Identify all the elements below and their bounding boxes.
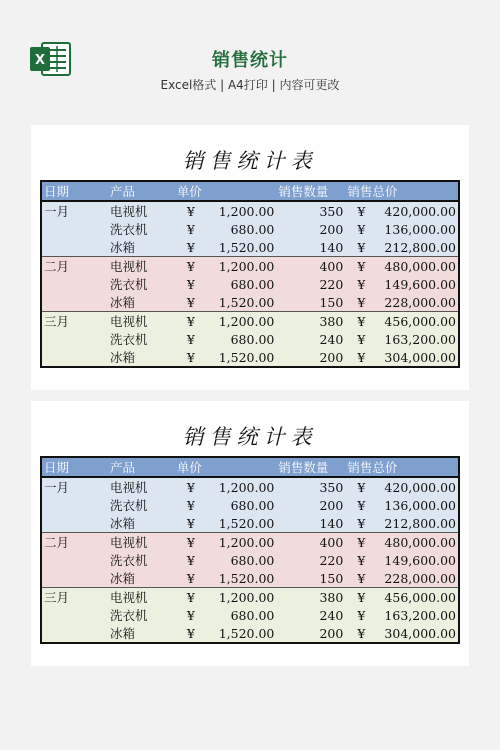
table-row (41, 477, 459, 496)
unit-price-value: 1,200.00 (218, 258, 275, 274)
unit-price-cell (175, 569, 276, 588)
currency-symbol: ¥ (357, 239, 366, 255)
product-cell: 冰箱 (108, 293, 175, 312)
currency-symbol: ¥ (357, 221, 366, 237)
product-cell: 电视机 (108, 257, 175, 276)
product-cell: 电视机 (108, 477, 175, 496)
currency-symbol: ¥ (357, 294, 366, 310)
table-row (41, 514, 459, 533)
unit-price-cell (175, 348, 276, 367)
total-cell (345, 477, 459, 496)
total-cell (345, 606, 459, 624)
currency-symbol: ¥ (186, 276, 195, 292)
product-cell: 电视机 (108, 588, 175, 607)
table-row (41, 588, 459, 607)
quantity-cell: 150 (276, 569, 345, 588)
product-cell: 冰箱 (108, 348, 175, 367)
currency-symbol: ¥ (186, 331, 195, 347)
total-cell (345, 514, 459, 533)
column-header: 销售总价 (345, 457, 459, 477)
total-cell (345, 496, 459, 514)
currency-symbol: ¥ (186, 294, 195, 310)
table-row (41, 312, 459, 331)
month-cell: 三月 (41, 588, 108, 607)
unit-price-cell (175, 293, 276, 312)
total-value: 456,000.00 (384, 313, 456, 329)
total-value: 228,000.00 (384, 570, 456, 586)
quantity-cell: 200 (276, 220, 345, 238)
total-cell (345, 588, 459, 607)
month-cell (41, 293, 108, 312)
unit-price-value: 680.00 (230, 221, 275, 237)
unit-price-cell (175, 533, 276, 552)
table-row (41, 201, 459, 220)
unit-price-value: 680.00 (230, 331, 275, 347)
table-row (41, 293, 459, 312)
total-cell (345, 257, 459, 276)
total-value: 480,000.00 (384, 258, 456, 274)
table-row (41, 533, 459, 552)
currency-symbol: ¥ (357, 625, 366, 641)
unit-price-cell (175, 257, 276, 276)
total-cell (345, 293, 459, 312)
currency-symbol: ¥ (357, 203, 366, 219)
product-cell: 冰箱 (108, 569, 175, 588)
unit-price-cell (175, 624, 276, 643)
total-value: 136,000.00 (384, 221, 456, 237)
unit-price-cell (175, 551, 276, 569)
unit-price-value: 680.00 (230, 276, 275, 292)
total-cell (345, 551, 459, 569)
page-title: 销售统计 (212, 50, 288, 71)
total-cell (345, 348, 459, 367)
product-cell: 洗衣机 (108, 330, 175, 348)
currency-symbol: ¥ (186, 497, 195, 513)
quantity-cell: 140 (276, 514, 345, 533)
unit-price-cell (175, 312, 276, 331)
table-row (41, 569, 459, 588)
column-header: 日期 (41, 457, 108, 477)
month-cell (41, 238, 108, 257)
total-value: 212,800.00 (384, 239, 456, 255)
currency-symbol: ¥ (186, 625, 195, 641)
unit-price-value: 1,520.00 (218, 570, 275, 586)
unit-price-value: 1,200.00 (218, 479, 275, 495)
currency-symbol: ¥ (357, 589, 366, 605)
quantity-cell: 200 (276, 496, 345, 514)
currency-symbol: ¥ (357, 552, 366, 568)
month-cell (41, 275, 108, 293)
product-cell: 洗衣机 (108, 551, 175, 569)
unit-price-cell (175, 588, 276, 607)
table-row (41, 238, 459, 257)
unit-price-value: 680.00 (230, 552, 275, 568)
column-header: 产品 (108, 181, 175, 201)
column-header: 单价 (175, 457, 276, 477)
table-row (41, 330, 459, 348)
quantity-cell: 220 (276, 551, 345, 569)
currency-symbol: ¥ (357, 276, 366, 292)
column-header: 日期 (41, 181, 108, 201)
unit-price-value: 1,200.00 (218, 313, 275, 329)
total-value: 228,000.00 (384, 294, 456, 310)
quantity-cell: 380 (276, 312, 345, 331)
unit-price-value: 1,200.00 (218, 203, 275, 219)
sales-table (40, 456, 460, 644)
sheet-preview (31, 401, 469, 666)
column-header: 单价 (175, 181, 276, 201)
currency-symbol: ¥ (357, 570, 366, 586)
total-value: 304,000.00 (384, 625, 456, 641)
quantity-cell: 350 (276, 477, 345, 496)
currency-symbol: ¥ (357, 479, 366, 495)
currency-symbol: ¥ (357, 497, 366, 513)
quantity-cell: 150 (276, 293, 345, 312)
currency-symbol: ¥ (186, 479, 195, 495)
quantity-cell: 400 (276, 257, 345, 276)
total-value: 149,600.00 (384, 276, 456, 292)
total-value: 480,000.00 (384, 534, 456, 550)
currency-symbol: ¥ (186, 589, 195, 605)
quantity-cell: 220 (276, 275, 345, 293)
currency-symbol: ¥ (186, 515, 195, 531)
product-cell: 电视机 (108, 533, 175, 552)
currency-symbol: ¥ (357, 607, 366, 623)
unit-price-cell (175, 330, 276, 348)
page-subtitle: Excel格式 | A4打印 | 内容可更改 (160, 78, 340, 92)
table-row (41, 606, 459, 624)
total-value: 212,800.00 (384, 515, 456, 531)
total-cell (345, 569, 459, 588)
unit-price-value: 1,520.00 (218, 349, 275, 365)
total-cell (345, 275, 459, 293)
currency-symbol: ¥ (186, 221, 195, 237)
product-cell: 洗衣机 (108, 220, 175, 238)
currency-symbol: ¥ (357, 515, 366, 531)
month-cell (41, 624, 108, 643)
product-cell: 洗衣机 (108, 496, 175, 514)
quantity-cell: 140 (276, 238, 345, 257)
quantity-cell: 200 (276, 348, 345, 367)
total-value: 163,200.00 (384, 607, 456, 623)
currency-symbol: ¥ (357, 258, 366, 274)
month-cell: 一月 (41, 477, 108, 496)
total-cell (345, 238, 459, 257)
unit-price-cell (175, 275, 276, 293)
table-row (41, 348, 459, 367)
month-cell (41, 569, 108, 588)
sheet-title: 销售统计表 (182, 149, 318, 173)
currency-symbol: ¥ (186, 313, 195, 329)
month-cell (41, 551, 108, 569)
currency-symbol: ¥ (186, 552, 195, 568)
unit-price-cell (175, 201, 276, 220)
unit-price-value: 1,520.00 (218, 515, 275, 531)
page-header (0, 0, 500, 110)
unit-price-value: 1,200.00 (218, 589, 275, 605)
unit-price-cell (175, 496, 276, 514)
currency-symbol: ¥ (186, 239, 195, 255)
product-cell: 洗衣机 (108, 275, 175, 293)
product-cell: 电视机 (108, 312, 175, 331)
currency-symbol: ¥ (357, 331, 366, 347)
table-row (41, 275, 459, 293)
table-row (41, 220, 459, 238)
total-value: 420,000.00 (384, 479, 456, 495)
table-row (41, 257, 459, 276)
unit-price-cell (175, 477, 276, 496)
table-row (41, 551, 459, 569)
total-cell (345, 330, 459, 348)
quantity-cell: 240 (276, 330, 345, 348)
unit-price-value: 1,520.00 (218, 625, 275, 641)
column-header: 销售数量 (276, 181, 345, 201)
currency-symbol: ¥ (186, 349, 195, 365)
total-value: 136,000.00 (384, 497, 456, 513)
product-cell: 冰箱 (108, 238, 175, 257)
month-cell: 二月 (41, 257, 108, 276)
quantity-cell: 350 (276, 201, 345, 220)
quantity-cell: 200 (276, 624, 345, 643)
column-header: 产品 (108, 457, 175, 477)
unit-price-cell (175, 514, 276, 533)
month-cell (41, 496, 108, 514)
total-cell (345, 201, 459, 220)
unit-price-value: 1,520.00 (218, 239, 275, 255)
total-cell (345, 220, 459, 238)
sheet-preview (31, 125, 469, 390)
sheet-title: 销售统计表 (182, 425, 318, 449)
month-cell (41, 330, 108, 348)
quantity-cell: 380 (276, 588, 345, 607)
unit-price-cell (175, 238, 276, 257)
table-header-row (41, 457, 459, 477)
unit-price-cell (175, 606, 276, 624)
currency-symbol: ¥ (357, 534, 366, 550)
quantity-cell: 400 (276, 533, 345, 552)
currency-symbol: ¥ (357, 313, 366, 329)
month-cell: 三月 (41, 312, 108, 331)
currency-symbol: ¥ (186, 570, 195, 586)
product-cell: 冰箱 (108, 514, 175, 533)
total-value: 304,000.00 (384, 349, 456, 365)
month-cell: 二月 (41, 533, 108, 552)
column-header: 销售数量 (276, 457, 345, 477)
excel-icon-letter: X (34, 53, 46, 68)
unit-price-value: 680.00 (230, 497, 275, 513)
column-header: 销售总价 (345, 181, 459, 201)
total-cell (345, 533, 459, 552)
total-value: 420,000.00 (384, 203, 456, 219)
unit-price-value: 1,200.00 (218, 534, 275, 550)
month-cell (41, 514, 108, 533)
currency-symbol: ¥ (186, 258, 195, 274)
month-cell (41, 348, 108, 367)
unit-price-cell (175, 220, 276, 238)
unit-price-value: 1,520.00 (218, 294, 275, 310)
total-value: 456,000.00 (384, 589, 456, 605)
unit-price-value: 680.00 (230, 607, 275, 623)
product-cell: 洗衣机 (108, 606, 175, 624)
product-cell: 冰箱 (108, 624, 175, 643)
table-row (41, 624, 459, 643)
product-cell: 电视机 (108, 201, 175, 220)
month-cell (41, 220, 108, 238)
table-row (41, 496, 459, 514)
currency-symbol: ¥ (357, 349, 366, 365)
month-cell (41, 606, 108, 624)
total-value: 163,200.00 (384, 331, 456, 347)
currency-symbol: ¥ (186, 534, 195, 550)
total-cell (345, 312, 459, 331)
currency-symbol: ¥ (186, 607, 195, 623)
table-header-row (41, 181, 459, 201)
sales-table (40, 180, 460, 368)
month-cell: 一月 (41, 201, 108, 220)
total-value: 149,600.00 (384, 552, 456, 568)
currency-symbol: ¥ (186, 203, 195, 219)
quantity-cell: 240 (276, 606, 345, 624)
total-cell (345, 624, 459, 643)
